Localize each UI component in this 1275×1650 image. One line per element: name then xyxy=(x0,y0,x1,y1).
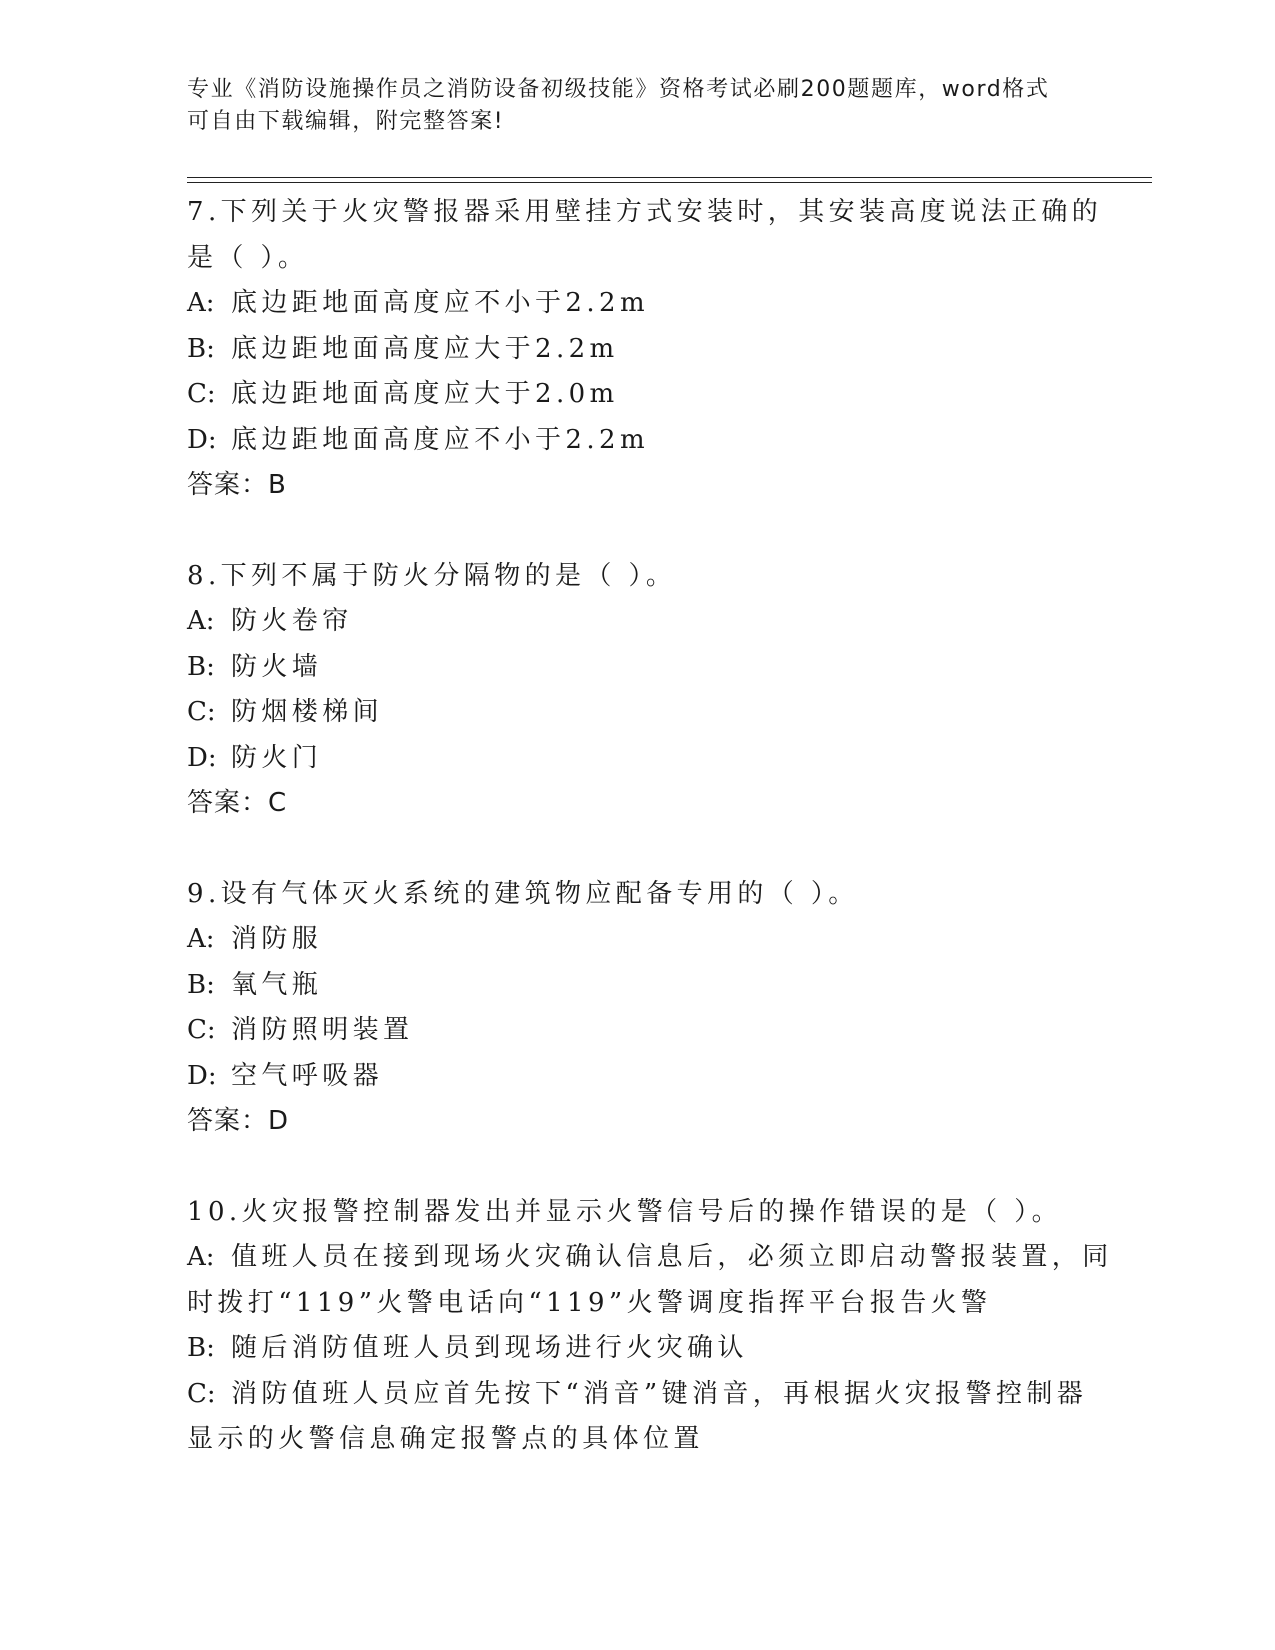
option-text: 防火卷帘 xyxy=(231,606,353,636)
option-b xyxy=(187,1326,1087,1372)
question-8 xyxy=(187,554,1087,827)
option-letter: D: xyxy=(187,742,217,773)
option-text: 值班人员在接到现场火灾确认信息后，必须立即启动警报装置，同 xyxy=(231,1242,1113,1272)
option-c xyxy=(187,1008,1087,1054)
question-stem: 10.火灾报警控制器发出并显示火警信号后的操作错误的是（ ）。 xyxy=(187,1196,1063,1227)
option-text: 底边距地面高度应不小于2.2m xyxy=(231,288,650,318)
option-letter: B: xyxy=(187,1333,215,1363)
option-text: 防烟楼梯间 xyxy=(231,697,384,727)
answer-line: 答案：C xyxy=(187,788,288,818)
option-letter: D: xyxy=(187,1060,217,1091)
option-c xyxy=(187,690,1087,736)
question-stem-continued: 是（ ）。 xyxy=(187,242,309,273)
option-letter: C: xyxy=(187,1015,216,1045)
option-letter: A: xyxy=(187,288,215,318)
question-stem: 8.下列不属于防火分隔物的是（ ）。 xyxy=(187,560,677,591)
question-9 xyxy=(187,872,1087,1145)
document-header: 专业《消防设施操作员之消防设备初级技能》资格考试必刷200题题库，word格式可自由下载编辑，附完整答案! xyxy=(187,77,1050,134)
option-text: 防火墙 xyxy=(231,651,323,682)
question-stem: 7.下列关于火灾警报器采用壁挂方式安装时，其安装高度说法正确的 xyxy=(187,197,1103,227)
option-a xyxy=(187,281,1087,327)
option-letter: B: xyxy=(187,969,215,1000)
option-d xyxy=(187,736,1087,782)
question-10 xyxy=(187,1190,1113,1463)
option-text: 氧气瓶 xyxy=(231,969,323,1000)
option-a xyxy=(187,917,1087,963)
option-letter: C: xyxy=(187,697,216,727)
option-a xyxy=(187,1235,1113,1281)
answer-line: 答案：D xyxy=(187,1106,290,1136)
option-text: 防火门 xyxy=(231,742,323,773)
option-text: 随后消防值班人员到现场进行火灾确认 xyxy=(231,1333,748,1363)
question-7 xyxy=(187,190,1103,509)
option-d xyxy=(187,1054,1087,1100)
option-text: 空气呼吸器 xyxy=(231,1060,384,1091)
question-stem: 9.设有气体灭火系统的建筑物应配备专用的（ ）。 xyxy=(187,878,859,909)
option-text: 消防照明装置 xyxy=(231,1015,414,1045)
option-b xyxy=(187,327,1087,373)
option-letter: B: xyxy=(187,651,215,682)
option-letter: C: xyxy=(187,1378,216,1409)
option-b xyxy=(187,963,1087,1009)
option-a-continued: 时拨打“119”火警电话向“119”火警调度指挥平台报告火警 xyxy=(187,1287,992,1318)
option-a xyxy=(187,599,1087,645)
option-letter: B: xyxy=(187,333,215,364)
option-letter: A: xyxy=(187,606,215,636)
option-c-continued: 显示的火警信息确定报警点的具体位置 xyxy=(187,1424,704,1454)
header-divider-top xyxy=(187,177,1152,178)
answer-line: 答案：B xyxy=(187,470,287,500)
option-text: 底边距地面高度应不小于2.2m xyxy=(231,424,650,455)
question-list xyxy=(187,190,1113,1508)
option-c xyxy=(187,1372,1087,1418)
option-d xyxy=(187,418,1087,464)
option-letter: C: xyxy=(187,379,216,409)
option-text: 底边距地面高度应大于2.0m xyxy=(231,379,619,409)
header-divider-bottom xyxy=(187,182,1152,183)
option-letter: D: xyxy=(187,424,217,455)
option-letter: A: xyxy=(187,924,215,954)
option-c xyxy=(187,372,1087,418)
option-letter: A: xyxy=(187,1242,215,1272)
option-text: 消防值班人员应首先按下“消音”键消音，再根据火灾报警控制器 xyxy=(231,1378,1088,1409)
option-text: 底边距地面高度应大于2.2m xyxy=(231,333,619,364)
option-b xyxy=(187,645,1087,691)
option-text: 消防服 xyxy=(231,924,323,954)
